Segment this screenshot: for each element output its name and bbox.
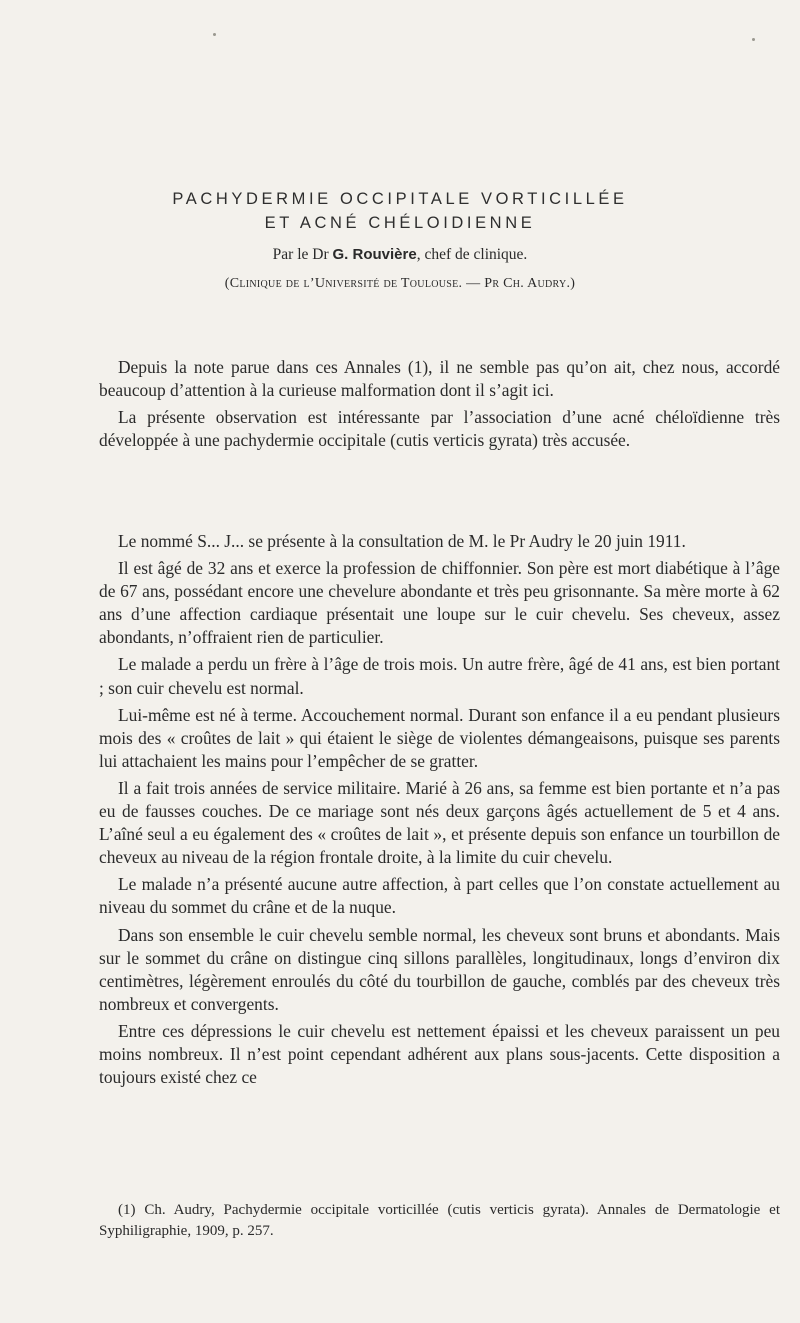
observation-section <box>99 530 780 1089</box>
paper-speck <box>752 38 755 41</box>
observation-paragraph: Lui-même est né à terme. Accouchement normal. Durant son enfance il a eu pendant plusieurs mois des « croûtes de lait » qui étaient le siège de violentes démangeaisons, puisque ses parents lui attachaient les mains pour l’empêcher de se gratter. <box>99 704 780 771</box>
affiliation: (Clinique de l’Université de Toulouse. — Pr Ch. Audry.) <box>224 276 576 291</box>
byline <box>0 246 800 264</box>
observation-paragraph: Il a fait trois années de service militaire. Marié à 26 ans, sa femme est bien portante et n’a pas eu de fausses couches. De ce mariage sont nés deux garçons âgés actuellement de 5 et 4 ans. L’aîné seul a eu également des « croûtes de lait », et présente depuis son enfance un tourbillon de cheveux au niveau de la région frontale droite, à la limite du cuir chevelu. <box>99 777 780 868</box>
observation-paragraph: Dans son ensemble le cuir chevelu semble normal, les cheveux sont bruns et abondants. Mais sur le sommet du crâne on distingue cinq sillons parallèles, longitudinaux, longs d’environ dix centimètres, légèrement enroulés du côté du tourbillon de gauche, comblés par des cheveux très nombreux et convergents. <box>99 924 780 1014</box>
article-title-line2: ET ACNÉ CHÉLOIDIENNE <box>264 214 536 232</box>
observation-paragraph: Le nommé S... J... se présente à la consultation de M. le Pr Audry le 20 juin 1911. <box>118 531 686 551</box>
byline-prefix: Par le Dr <box>272 246 333 263</box>
intro-paragraph: La présente observation est intéressante par l’association d’une acné chéloïdienne très développée à une pachydermie occipitale (cutis verticis gyrata) très accusée. <box>99 407 780 451</box>
observation-paragraph: Entre ces dépressions le cuir chevelu est nettement épaissi et les cheveux paraissent un peu moins nombreux. Il n’est point cependant adhérent aux plans sous-jacents. Cette disposition a toujours existé chez ce <box>99 1020 780 1088</box>
paper-speck <box>213 33 216 36</box>
article-title-line1: PACHYDERMIE OCCIPITALE VORTICILLÉE <box>172 190 628 208</box>
intro-section <box>99 356 780 452</box>
observation-paragraph: Il est âgé de 32 ans et exerce la profession de chiffonnier. Son père est mort diabétique à l’âge de 67 ans, possédant encore une chevelure abondante et très peu grisonnante. Sa mère morte à 62 ans d’une affection cardiaque présentait une loupe sur le cuir chevelu. Ses cheveux, assez abondants, n’offraient rien de particulier. <box>99 558 780 648</box>
observation-paragraph: Le malade a perdu un frère à l’âge de trois mois. Un autre frère, âgé de 41 ans, est bien portant ; son cuir chevelu est normal. <box>99 654 780 698</box>
byline-suffix: , chef de clinique. <box>416 246 528 263</box>
author-name: G. Rouvière <box>332 246 417 263</box>
intro-paragraph: Depuis la note parue dans ces Annales (1), il ne semble pas qu’on ait, chez nous, accordé beaucoup d’attention à la curieuse malformation dont il s’agit ici. <box>99 357 780 401</box>
footnote-text: (1) Ch. Audry, Pachydermie occipitale vorticillée (cutis verticis gyrata). Annales de Dermatologie et Syphiligraphie, 1909, p. 257. <box>99 1202 780 1239</box>
observation-paragraph: Le malade n’a présenté aucune autre affection, à part celles que l’on constate actuellement au niveau du sommet du crâne et de la nuque. <box>99 874 780 918</box>
footnote <box>99 1200 780 1241</box>
